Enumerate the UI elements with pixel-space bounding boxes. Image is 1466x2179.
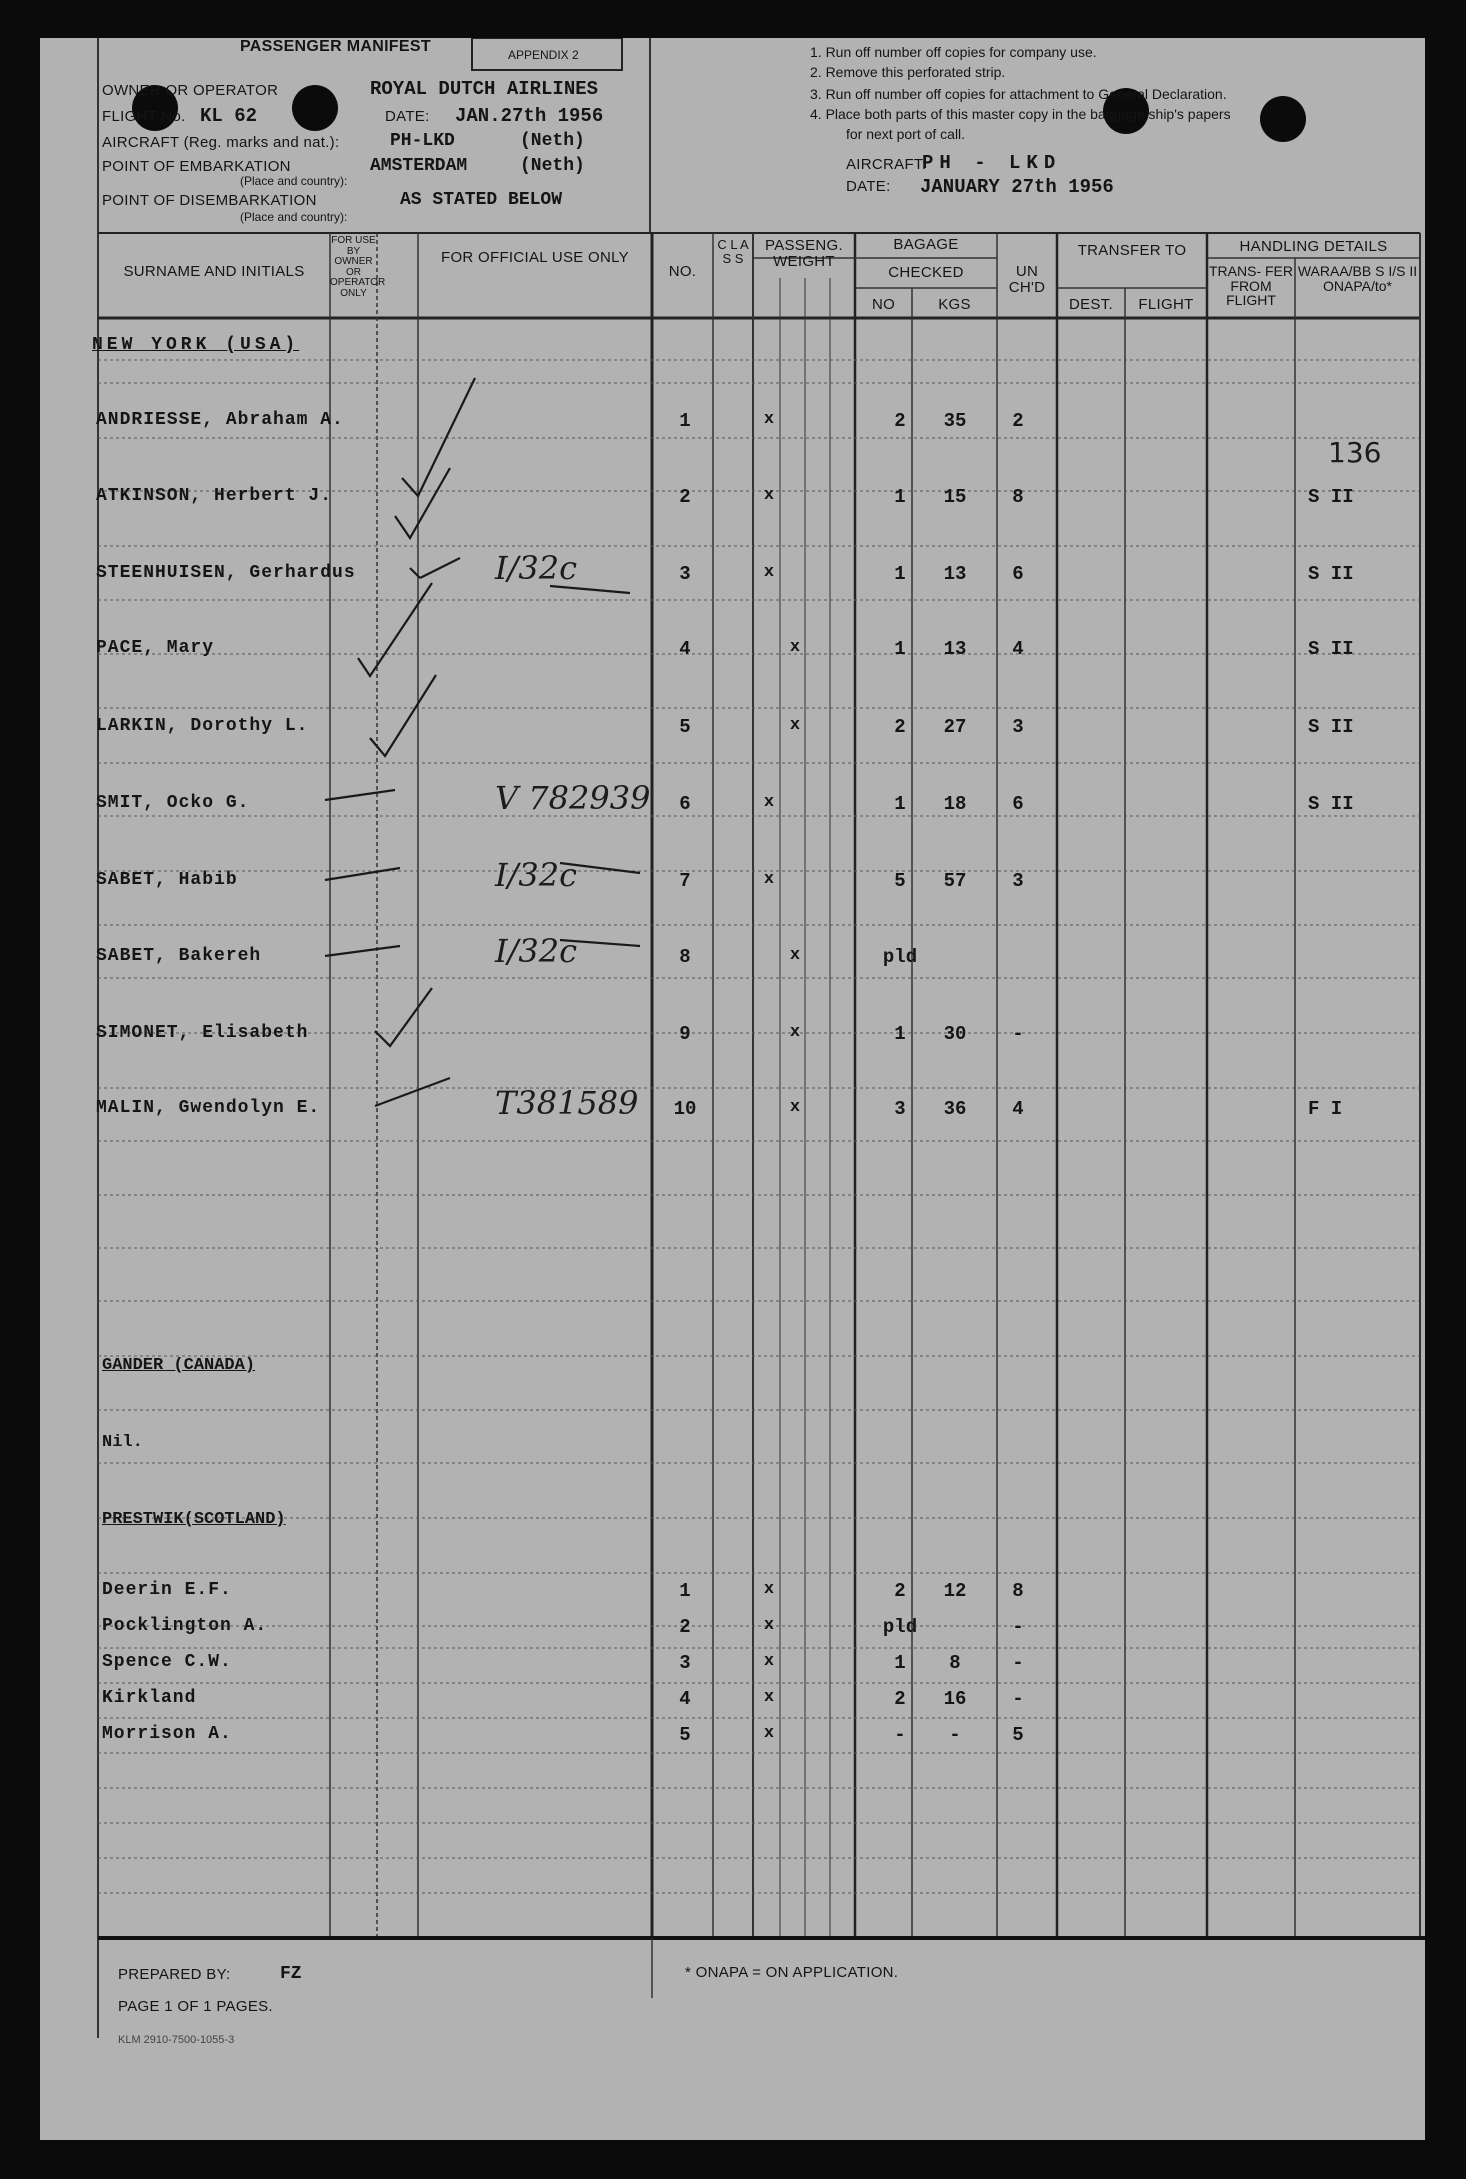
passenger-number: 2 xyxy=(679,486,691,508)
instruction-3: 3. Run off number off copies for attachment to General Declaration. xyxy=(810,86,1227,102)
weight-mark: x xyxy=(789,1023,801,1042)
col-transfer: TRANSFER TO xyxy=(1077,242,1187,259)
passenger-name: LARKIN, Dorothy L. xyxy=(96,716,309,736)
bag-count: - xyxy=(894,1724,906,1746)
weight-mark: x xyxy=(763,793,775,812)
prepared-by-label: PREPARED BY: xyxy=(118,1966,231,1983)
col-transfer-from: TRANS- FER FROM FLIGHT xyxy=(1209,263,1293,309)
col-checked: CHECKED xyxy=(888,264,964,281)
official-use-entry: I/32c xyxy=(495,549,578,587)
embarkation-label: POINT OF EMBARKATION xyxy=(102,158,291,175)
bag-kgs: 15 xyxy=(943,486,967,508)
col-owner-use: FOR USE BY OWNER OR OPERATOR ONLY xyxy=(330,235,386,299)
date-right-value: JANUARY 27th 1956 xyxy=(920,176,1114,198)
bag-kgs: 13 xyxy=(943,563,967,585)
section-prestwick: PRESTWIK(SCOTLAND) xyxy=(102,1510,286,1529)
bag-kgs: 36 xyxy=(943,1098,967,1120)
weight-mark: x xyxy=(763,563,775,582)
weight-mark: x xyxy=(789,946,801,965)
flight-no-value: KL 62 xyxy=(200,105,258,127)
official-use-entry: I/32c xyxy=(495,932,578,970)
unchecked-bags: 3 xyxy=(1012,870,1024,892)
passenger-number: 3 xyxy=(679,1652,691,1674)
weight-mark: x xyxy=(763,1688,775,1707)
passenger-number: 4 xyxy=(679,1688,691,1710)
col-passeng-weight: PASSENG. WEIGHT xyxy=(765,237,843,270)
bag-count: pld xyxy=(882,1616,918,1638)
gander-nil: Nil. xyxy=(102,1433,143,1452)
unchecked-bags: 8 xyxy=(1012,486,1024,508)
disembarkation-label: POINT OF DISEMBARKATION xyxy=(102,192,317,209)
passenger-number: 5 xyxy=(679,1724,691,1746)
bag-kgs: 13 xyxy=(943,638,967,660)
page-number-136: 136 xyxy=(1328,436,1382,469)
unchecked-bags: 6 xyxy=(1012,793,1024,815)
passenger-number: 5 xyxy=(679,716,691,738)
col-waraa: WARAA/BB S I/S II ONAPA/to* xyxy=(1297,263,1418,294)
weight-mark: x xyxy=(763,1724,775,1743)
passenger-name: SABET, Habib xyxy=(96,870,238,890)
bag-count: 1 xyxy=(894,793,906,815)
bag-count: 2 xyxy=(894,716,906,738)
passenger-number: 2 xyxy=(679,1616,691,1638)
instruction-4: 4. Place both parts of this master copy in the baggage ship's papers xyxy=(810,106,1231,122)
passenger-name: STEENHUISEN, Gerhardus xyxy=(96,563,356,583)
bag-count: 2 xyxy=(894,410,906,432)
col-checked-no: NO xyxy=(871,296,896,313)
passenger-number: 10 xyxy=(673,1098,697,1120)
bag-kgs: 30 xyxy=(943,1023,967,1045)
aircraft-right-value: PH - LKD xyxy=(922,152,1062,174)
official-use-entry: T381589 xyxy=(495,1084,639,1122)
unchecked-bags: 3 xyxy=(1012,716,1024,738)
unchecked-bags: - xyxy=(1012,1616,1024,1638)
passenger-name: Kirkland xyxy=(102,1688,197,1708)
aircraft-label: AIRCRAFT (Reg. marks and nat.): xyxy=(102,134,340,151)
col-no: NO. xyxy=(668,263,697,280)
aircraft-right-label: AIRCRAFT: xyxy=(846,156,927,173)
passenger-number: 1 xyxy=(679,1580,691,1602)
passenger-name: SABET, Bakereh xyxy=(96,946,262,966)
col-official-use: FOR OFFICIAL USE ONLY xyxy=(441,249,629,266)
embarkation-country: (Neth) xyxy=(520,156,585,176)
instruction-2: 2. Remove this perforated strip. xyxy=(810,64,1006,80)
col-handling: HANDLING DETAILS xyxy=(1239,238,1388,255)
punch-hole xyxy=(292,85,338,131)
weight-mark: x xyxy=(763,1616,775,1635)
unchecked-bags: - xyxy=(1012,1688,1024,1710)
bag-count: 1 xyxy=(894,1652,906,1674)
unchecked-bags: 5 xyxy=(1012,1724,1024,1746)
col-flight: FLIGHT xyxy=(1138,296,1194,313)
passenger-name: ANDRIESSE, Abraham A. xyxy=(96,410,344,430)
handling-code: S II xyxy=(1308,638,1354,660)
col-checked-kgs: KGS xyxy=(938,296,971,313)
place-country-note: (Place and country): xyxy=(240,174,348,188)
date-value: JAN.27th 1956 xyxy=(455,105,604,127)
bag-count: 2 xyxy=(894,1580,906,1602)
passenger-name: PACE, Mary xyxy=(96,638,215,658)
aircraft-value: PH-LKD xyxy=(390,131,455,151)
passenger-number: 8 xyxy=(679,946,691,968)
bag-kgs: 18 xyxy=(943,793,967,815)
bag-kgs: 57 xyxy=(943,870,967,892)
passenger-number: 1 xyxy=(679,410,691,432)
date-right-label: DATE: xyxy=(846,178,891,195)
handling-code: S II xyxy=(1308,716,1354,738)
bag-count: 1 xyxy=(894,638,906,660)
unchecked-bags: 4 xyxy=(1012,638,1024,660)
col-bagage: BAGAGE xyxy=(893,236,959,253)
passenger-name: ATKINSON, Herbert J. xyxy=(96,486,333,506)
col-surname: SURNAME AND INITIALS xyxy=(123,263,305,280)
instruction-4-cont: for next port of call. xyxy=(846,126,966,142)
passenger-name: Morrison A. xyxy=(102,1724,232,1744)
prepared-by-value: FZ xyxy=(280,1964,302,1984)
passenger-number: 7 xyxy=(679,870,691,892)
bag-count: 1 xyxy=(894,486,906,508)
bag-kgs: 12 xyxy=(943,1580,967,1602)
official-use-entry: V 782939 xyxy=(495,779,651,817)
handling-code: S II xyxy=(1308,486,1354,508)
bag-kgs: 16 xyxy=(943,1688,967,1710)
disembarkation-value: AS STATED BELOW xyxy=(400,190,563,210)
section-gander: GANDER (CANADA) xyxy=(102,1356,256,1375)
form-title: PASSENGER MANIFEST xyxy=(240,38,431,55)
unchecked-bags: 2 xyxy=(1012,410,1024,432)
bag-kgs: 8 xyxy=(949,1652,961,1674)
place-country-note-2: (Place and country): xyxy=(240,210,348,224)
unchecked-bags: - xyxy=(1012,1652,1024,1674)
weight-mark: x xyxy=(789,638,801,657)
weight-mark: x xyxy=(763,410,775,429)
weight-mark: x xyxy=(763,486,775,505)
page-label: PAGE 1 OF 1 PAGES. xyxy=(118,1998,273,2015)
section-new-york: NEW YORK (USA) xyxy=(92,335,300,355)
col-class: C L A S S xyxy=(717,237,749,266)
bag-kgs: 27 xyxy=(943,716,967,738)
weight-mark: x xyxy=(763,1652,775,1671)
aircraft-country: (Neth) xyxy=(520,131,585,151)
instruction-1: 1. Run off number off copies for company use. xyxy=(810,44,1097,60)
weight-mark: x xyxy=(789,1098,801,1117)
passenger-name: Spence C.W. xyxy=(102,1652,232,1672)
embarkation-value: AMSTERDAM xyxy=(370,156,468,176)
bag-kgs: 35 xyxy=(943,410,967,432)
bag-count: 3 xyxy=(894,1098,906,1120)
passenger-name: SIMONET, Elisabeth xyxy=(96,1023,309,1043)
col-unchecked: UN CH'D xyxy=(1008,263,1046,296)
passenger-number: 3 xyxy=(679,563,691,585)
bag-count: pld xyxy=(882,946,918,968)
unchecked-bags: 8 xyxy=(1012,1580,1024,1602)
bag-count: 2 xyxy=(894,1688,906,1710)
col-dest: DEST. xyxy=(1068,296,1113,313)
punch-hole xyxy=(1260,96,1306,142)
passenger-number: 6 xyxy=(679,793,691,815)
onapa-note: * ONAPA = ON APPLICATION. xyxy=(685,1964,899,1981)
passenger-name: MALIN, Gwendolyn E. xyxy=(96,1098,321,1118)
owner-value: ROYAL DUTCH AIRLINES xyxy=(370,78,599,100)
flight-no-label: FLIGHT No. xyxy=(102,108,186,125)
bag-count: 5 xyxy=(894,870,906,892)
unchecked-bags: 6 xyxy=(1012,563,1024,585)
passenger-number: 9 xyxy=(679,1023,691,1045)
passenger-number: 4 xyxy=(679,638,691,660)
weight-mark: x xyxy=(763,1580,775,1599)
manifest-sheet xyxy=(40,38,1425,2140)
bag-kgs: - xyxy=(949,1724,961,1746)
handling-code: S II xyxy=(1308,793,1354,815)
appendix-label: APPENDIX 2 xyxy=(508,48,579,62)
date-label: DATE: xyxy=(385,108,430,125)
unchecked-bags: - xyxy=(1012,1023,1024,1045)
bag-count: 1 xyxy=(894,563,906,585)
passenger-name: Pocklington A. xyxy=(102,1616,268,1636)
passenger-name: Deerin E.F. xyxy=(102,1580,232,1600)
handling-code: S II xyxy=(1308,563,1354,585)
weight-mark: x xyxy=(763,870,775,889)
bag-count: 1 xyxy=(894,1023,906,1045)
handling-code: F I xyxy=(1308,1098,1343,1120)
weight-mark: x xyxy=(789,716,801,735)
official-use-entry: I/32c xyxy=(495,856,578,894)
form-code: KLM 2910-7500-1055-3 xyxy=(118,2034,235,2046)
passenger-name: SMIT, Ocko G. xyxy=(96,793,250,813)
unchecked-bags: 4 xyxy=(1012,1098,1024,1120)
owner-label: OWNER OR OPERATOR xyxy=(102,82,279,99)
